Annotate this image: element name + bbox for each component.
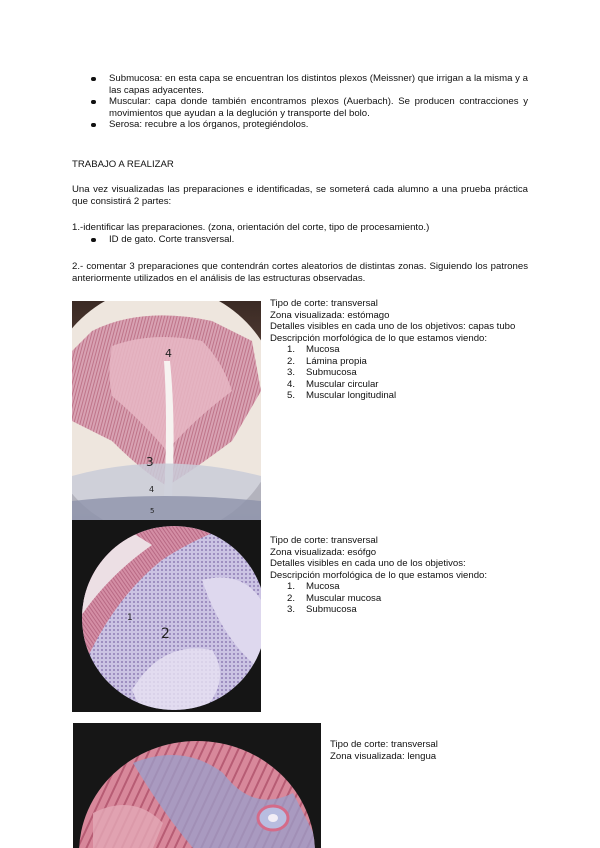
sample1-description	[270, 298, 570, 402]
part1-title: 1.-identificar las preparaciones. (zona, orientación del corte, tipo de procesamiento.)	[72, 222, 430, 233]
list-item: 4. Muscular circular	[287, 378, 379, 390]
list-item: 2. Lámina propia	[287, 355, 367, 367]
section-title: TRABAJO A REALIZAR	[72, 159, 174, 170]
sample1-morph-title: Descripción morfológica de lo que estamos viendo:	[270, 332, 488, 344]
list-item: 1. Mucosa	[287, 344, 340, 355]
esophagus-label-1: 1	[127, 613, 133, 623]
list-item: 1. Mucosa	[287, 581, 340, 592]
sample2-description	[270, 535, 570, 616]
sample2-cut-type: Tipo de corte: transversal	[270, 535, 378, 546]
part1-bullet: ID de gato. Corte transversal.	[72, 234, 528, 246]
list-item: 5. Muscular longitudinal	[287, 390, 397, 401]
list-item: 2. Muscular mucosa	[287, 592, 382, 604]
part2-paragraph: 2.- comentar 3 preparaciones que contendrán cortes aleatorios de distintas zonas. Siguiendo los patrones anteriormente utilizados en el análisis de las estructuras observadas.	[72, 261, 528, 284]
list-item: 3. Submucosa	[287, 604, 357, 615]
esophagus-micrograph	[72, 520, 261, 712]
stomach-label-3: 3	[146, 455, 154, 469]
part1-bullet-list	[72, 234, 528, 246]
esophagus-label-2: 2	[161, 626, 170, 642]
list-item-serosa: Serosa: recubre a los órganos, protegiéndolos.	[72, 119, 528, 131]
tongue-micrograph	[73, 723, 321, 848]
stomach-micrograph	[72, 301, 261, 520]
stomach-label-4a: 4	[165, 347, 172, 360]
sample3-zone: Zona visualizada: lengua	[330, 750, 437, 762]
sample1-layer-list	[270, 344, 570, 402]
layer-bullet-list	[72, 73, 528, 131]
sample3-cut-type: Tipo de corte: transversal	[330, 739, 438, 750]
list-item: 3. Submucosa	[287, 367, 357, 378]
sample2-zone: Zona visualizada: esófgo	[270, 546, 377, 558]
stomach-label-5: 5	[150, 507, 155, 515]
sample1-details: Detalles visibles en cada uno de los objetivos: capas tubo	[270, 321, 516, 332]
sample1-cut-type: Tipo de corte: transversal	[270, 298, 378, 309]
sample2-layer-list	[270, 581, 570, 616]
sample3-description	[330, 739, 570, 762]
sample2-details: Detalles visibles en cada uno de los objetivos:	[270, 558, 466, 569]
stomach-label-4b: 4	[149, 485, 155, 494]
list-item-submucosa: Submucosa: en esta capa se encuentran los distintos plexos (Meissner) que irrigan a la misma y a las capas adyacentes.	[72, 73, 528, 96]
sample2-morph-title: Descripción morfológica de lo que estamos viendo:	[270, 569, 488, 581]
sample1-zone: Zona visualizada: estómago	[270, 309, 390, 321]
list-item-muscular: Muscular: capa donde también encontramos plexos (Auerbach). Se producen contracciones y movimientos que ayudan a la deglución y transporte del bolo.	[72, 96, 528, 119]
intro-paragraph: Una vez visualizadas las preparaciones e identificadas, se someterá cada alumno a una prueba práctica que consistirá 2 partes:	[72, 184, 528, 207]
